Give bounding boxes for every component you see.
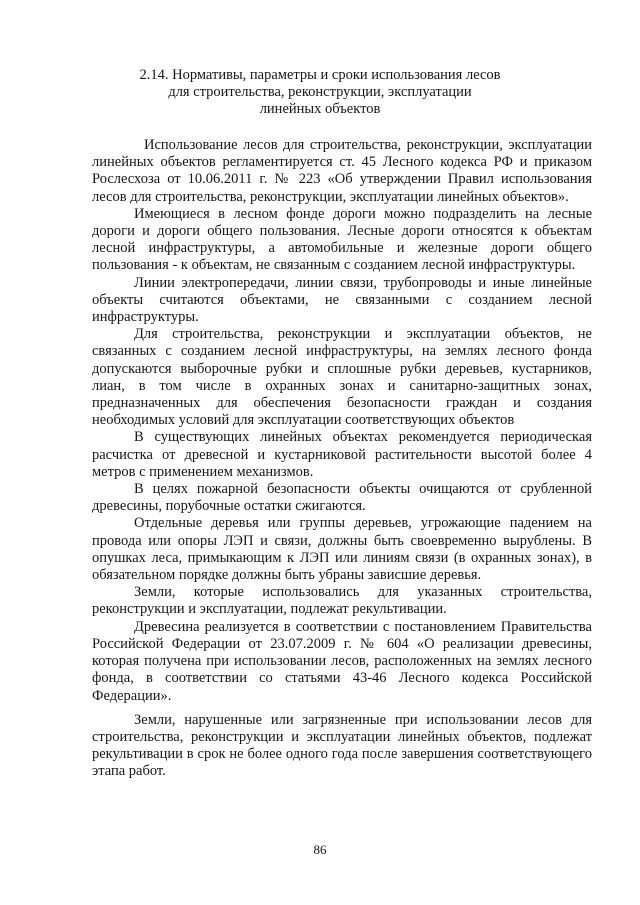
heading-line: для строительства, реконструкции, эксплуатации xyxy=(168,84,472,100)
heading-line: линейных объектов xyxy=(259,101,381,117)
paragraph: Земли, нарушенные или загрязненные при использовании лесов для строительства, реконструкции и эксплуатации линейных объектов, подлежат рекультивации в срок не более одного года после завершения соответствующего этапа работ. xyxy=(92,711,592,780)
paragraph: Имеющиеся в лесном фонде дороги можно подразделить на лесные дороги и дороги общего пользования. Лесные дороги относятся к объектам лесной инфраструктуры, а автомобильные и железные дороги общего пользования - к объектам, не связанным с созданием лесной инфраструктуры. xyxy=(92,205,592,274)
paragraph: Отдельные деревья или группы деревьев, угрожающие падением на провода или опоры ЛЭП и связи, должны быть своевременно вырублены. В опушках леса, примыкающим к ЛЭП или линиям связи (в охранных зонах), в обязательном порядке должны быть убраны зависшие деревья. xyxy=(92,515,592,584)
paragraph: Линии электропередачи, линии связи, трубопроводы и иные линейные объекты считаются объектами, не связанными с созданием лесной инфраструктуры. xyxy=(92,274,592,326)
page-number: 86 xyxy=(313,842,327,857)
paragraph: В существующих линейных объектах рекомендуется периодическая расчистка от древесной и кустарниковой растительности высотой более 4 метров с применением механизмов. xyxy=(92,429,592,480)
heading-line: 2.14. Нормативы, параметры и сроки использования лесов xyxy=(139,67,501,83)
section-heading xyxy=(100,67,540,118)
paragraph: Земли, которые использовались для указанных строительства, реконструкции и эксплуатации, подлежат рекультивации. xyxy=(92,584,592,618)
paragraph: В целях пожарной безопасности объекты очищаются от срубленной древесины, порубочные остатки сжигаются. xyxy=(92,481,592,515)
section-body xyxy=(92,137,592,781)
paragraph: Древесина реализуется в соответствии с постановлением Правительства Российской Федерации от 23.07.2009 г. № 604 «О реализации древесины, которая получена при использовании лесов, расположенных на землях лесного фонда, в соответствии со статьями 43-46 Лесного кодекса Российской Федерации». xyxy=(92,618,592,704)
paragraph: Для строительства, реконструкции и эксплуатации объектов, не связанных с созданием лесной инфраструктуры, на землях лесного фонда допускаются выборочные рубки и сплошные рубки деревьев, кустарников, лиан, в том числе в охранных зонах и санитарно-защитных зонах, предназначенных для обеспечения безопасности граждан и создания необходимых условий для эксплуатации соответствующих объектов xyxy=(92,326,592,429)
paragraph: Использование лесов для строительства, реконструкции, эксплуатации линейных объектов регламентируется ст. 45 Лесного кодекса РФ и приказом Рослесхоза от 10.06.2011 г. № 223 «Об утверждении Правил использования лесов для строительства, реконструкции, эксплуатации линейных объектов». xyxy=(92,137,592,205)
